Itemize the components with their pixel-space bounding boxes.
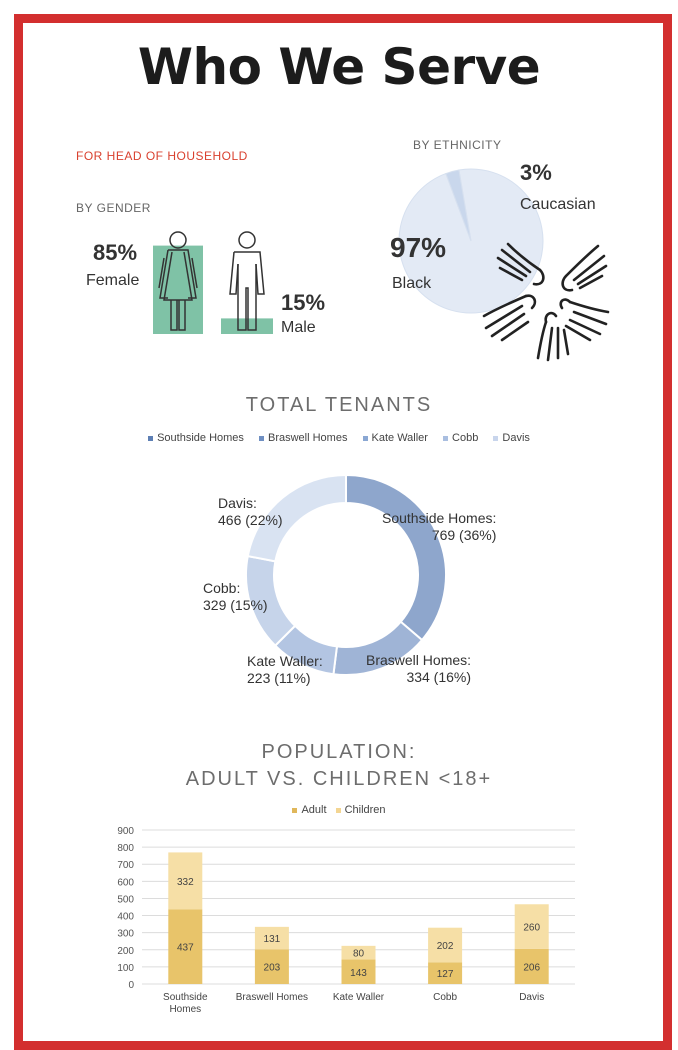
y-tick-label: 500 [117, 894, 134, 906]
population-title-line1: POPULATION: [261, 741, 417, 763]
female-label: Female [86, 272, 140, 289]
gender-figures [150, 228, 290, 338]
black-label: Black [392, 275, 432, 292]
bar-value-label: 131 [263, 934, 281, 946]
donut-slice-southside-homes [346, 475, 446, 640]
ethnicity-label: BY ETHNICITY [413, 138, 502, 152]
x-tick-label: Southside [163, 992, 208, 1003]
male-percent: 15% [281, 290, 326, 315]
male-fill-bar [221, 318, 273, 334]
bar-value-label: 80 [352, 948, 365, 960]
caucasian-percent: 3% [520, 160, 552, 185]
legend-item-children: Children [336, 804, 386, 816]
legend-item-braswell: Braswell Homes [259, 432, 347, 444]
page-title: Who We Serve [137, 38, 541, 96]
head-of-household-label: FOR HEAD OF HOUSEHOLD [76, 149, 248, 163]
x-tick-label: Cobb [433, 992, 458, 1003]
gender-label: BY GENDER [76, 201, 151, 215]
caucasian-label: Caucasian [520, 196, 596, 213]
y-tick-label: 0 [128, 980, 134, 991]
x-tick-label: Davis [519, 992, 545, 1003]
donut-label-cobb: Cobb: 329 (15%) [203, 580, 268, 613]
y-tick-label: 700 [117, 860, 134, 872]
female-fill-bar [153, 246, 203, 334]
bar-value-label: 206 [523, 962, 541, 974]
hands-icon [478, 236, 618, 364]
legend-item-adult: Adult [292, 804, 326, 816]
bar-value-label: 260 [523, 922, 541, 934]
legend-item-davis: Davis [493, 432, 530, 444]
x-tick-label: Braswell Homes [235, 992, 309, 1003]
donut-label-davis: Davis: 466 (22%) [218, 495, 283, 528]
y-tick-label: 400 [117, 911, 134, 923]
y-tick-label: 300 [117, 928, 134, 940]
bar-value-label: 202 [436, 940, 454, 952]
black-percent: 97% [390, 232, 447, 263]
legend-item-southside: Southside Homes [148, 432, 244, 444]
y-tick-label: 200 [117, 945, 134, 957]
legend-item-cobb: Cobb [443, 432, 478, 444]
y-tick-label: 100 [117, 962, 134, 974]
tenants-legend [0, 432, 678, 444]
bar-value-label: 203 [263, 962, 281, 974]
female-percent: 85% [93, 240, 138, 265]
x-tick-label: Homes [169, 1004, 202, 1015]
bar-value-label: 127 [436, 969, 454, 981]
donut-label-southside: Southside Homes: 769 (36%) [382, 510, 497, 543]
bar-value-label: 332 [176, 876, 194, 888]
x-tick-label: Kate Waller [332, 992, 385, 1003]
y-tick-label: 900 [117, 826, 134, 837]
y-tick-label: 600 [117, 877, 134, 889]
bar-value-label: 437 [176, 942, 194, 954]
population-title-line2: ADULT VS. CHILDREN <18+ [185, 768, 493, 790]
tenants-title: TOTAL TENANTS [245, 394, 433, 416]
population-bar-chart [100, 822, 590, 1022]
population-legend [0, 804, 678, 816]
y-tick-label: 800 [117, 843, 134, 855]
male-person-icon [230, 232, 264, 330]
donut-label-braswell: Braswell Homes: 334 (16%) [366, 652, 472, 685]
bar-value-label: 143 [350, 967, 367, 979]
donut-label-kate-waller: Kate Waller: 223 (11%) [247, 653, 323, 686]
legend-item-kate-waller: Kate Waller [363, 432, 428, 444]
male-label: Male [281, 319, 316, 336]
